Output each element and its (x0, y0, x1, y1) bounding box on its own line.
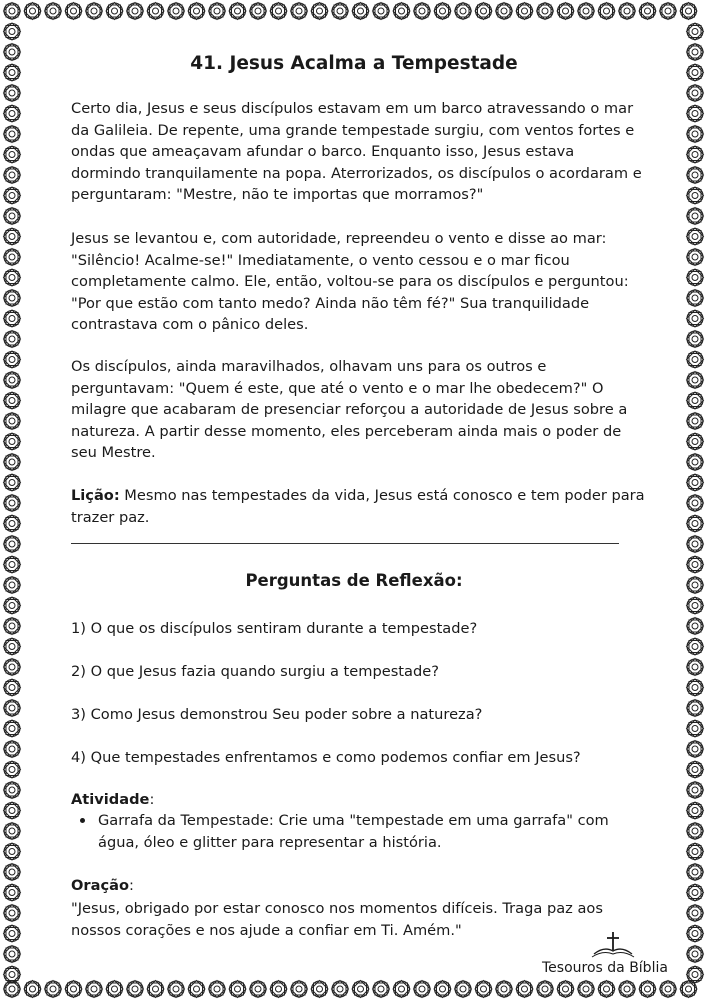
border-ornament (250, 981, 267, 998)
border-ornament (434, 981, 451, 998)
border-ornament (4, 228, 21, 245)
border-ornament (475, 3, 492, 20)
border-ornament (373, 3, 390, 20)
reflection-question-2: 2) O que Jesus fazia quando surgiu a tempestade? (71, 663, 439, 680)
border-ornament (687, 536, 704, 553)
activity-colon: : (149, 791, 155, 808)
border-ornament (65, 3, 82, 20)
border-ornament (687, 741, 704, 758)
bullet-icon (80, 818, 85, 823)
lesson (71, 485, 646, 528)
border-ornament (414, 981, 431, 998)
border-ornament (332, 3, 349, 20)
border-ornament (106, 3, 123, 20)
border-ornament (4, 720, 21, 737)
border-ornament (291, 3, 308, 20)
border-ornament (687, 864, 704, 881)
border-ornament (4, 515, 21, 532)
border-ornament (4, 208, 21, 225)
border-ornament (4, 433, 21, 450)
border-ornament (687, 433, 704, 450)
border-ornament (687, 659, 704, 676)
border-ornament (4, 618, 21, 635)
border-ornament (4, 925, 21, 942)
border-ornament (687, 884, 704, 901)
border-ornament (393, 981, 410, 998)
border-ornament (250, 3, 267, 20)
border-ornament (4, 146, 21, 163)
border-ornament (687, 126, 704, 143)
border-ornament (687, 823, 704, 840)
border-ornament (4, 597, 21, 614)
border-ornament (687, 638, 704, 655)
border-ornament (687, 802, 704, 819)
border-ornament (687, 761, 704, 778)
border-ornament (687, 905, 704, 922)
border-ornament (45, 981, 62, 998)
border-ornament (4, 884, 21, 901)
border-ornament (496, 3, 513, 20)
border-ornament (4, 843, 21, 860)
border-ornament (4, 700, 21, 717)
border-ornament (373, 981, 390, 998)
border-ornament (687, 392, 704, 409)
border-ornament (687, 372, 704, 389)
border-ornament (4, 331, 21, 348)
border-ornament (127, 981, 144, 998)
border-ornament (311, 3, 328, 20)
border-ornament (687, 966, 704, 983)
border-ornament (660, 3, 677, 20)
border-ornament (687, 249, 704, 266)
border-ornament (86, 981, 103, 998)
border-ornament (24, 981, 41, 998)
brand-logo (538, 930, 678, 980)
border-ornament (4, 966, 21, 983)
prayer-colon: : (128, 877, 134, 894)
border-ornament (352, 981, 369, 998)
border-ornament (455, 981, 472, 998)
border-ornament (4, 372, 21, 389)
border-ornament (4, 392, 21, 409)
border-ornament (687, 85, 704, 102)
activity-item (71, 810, 646, 853)
brand-name: Tesouros da Bíblia (542, 960, 668, 976)
border-ornament (188, 981, 205, 998)
border-ornament (4, 761, 21, 778)
border-ornament (414, 3, 431, 20)
border-ornament (4, 679, 21, 696)
border-ornament (86, 3, 103, 20)
border-ornament (687, 310, 704, 327)
border-ornament (332, 981, 349, 998)
border-ornament (4, 823, 21, 840)
border-ornament (687, 474, 704, 491)
border-ornament (147, 981, 164, 998)
border-ornament (4, 85, 21, 102)
border-ornament (4, 44, 21, 61)
border-ornament (687, 167, 704, 184)
page-title: 41. Jesus Acalma a Tempestade (190, 53, 518, 74)
border-ornament (660, 981, 677, 998)
border-ornament (4, 105, 21, 122)
cross-bible-icon (586, 930, 646, 960)
border-ornament (4, 474, 21, 491)
section-divider (71, 543, 619, 544)
border-ornament (4, 864, 21, 881)
border-ornament (687, 495, 704, 512)
border-ornament (639, 981, 656, 998)
border-ornament (4, 905, 21, 922)
border-ornament (687, 556, 704, 573)
border-ornament (168, 981, 185, 998)
border-ornament (4, 454, 21, 471)
border-ornament (4, 269, 21, 286)
border-ornament (687, 64, 704, 81)
border-ornament (4, 3, 21, 20)
border-ornament (687, 577, 704, 594)
border-ornament (4, 495, 21, 512)
border-ornament (687, 105, 704, 122)
border-ornament (4, 659, 21, 676)
border-ornament (687, 618, 704, 635)
border-ornament (127, 3, 144, 20)
border-ornament (311, 981, 328, 998)
border-ornament (687, 290, 704, 307)
border-ornament (4, 577, 21, 594)
border-ornament (4, 351, 21, 368)
border-ornament (4, 413, 21, 430)
border-ornament (4, 23, 21, 40)
story-paragraph-1: Certo dia, Jesus e seus discípulos estavam em um barco atravessando o mar da Galileia. De repente, uma grande tempestade surgiu, com ventos fortes e ondas que ameaçavam afundar o barco. Enquanto isso, Jesus estava dormindo tranquilamente na popa. Aterrorizados, os discípulos o acordaram e perguntaram: "Mestre, não te importas que morramos?" (71, 100, 642, 203)
border-ornament (687, 454, 704, 471)
border-ornament (687, 925, 704, 942)
border-ornament (687, 679, 704, 696)
border-ornament (537, 981, 554, 998)
border-ornament (687, 269, 704, 286)
border-ornament (687, 228, 704, 245)
border-ornament (65, 981, 82, 998)
prayer-heading (71, 875, 134, 897)
border-ornament (639, 3, 656, 20)
border-ornament (687, 331, 704, 348)
border-ornament (4, 536, 21, 553)
border-ornament (188, 3, 205, 20)
border-ornament (4, 290, 21, 307)
border-ornament (687, 843, 704, 860)
activity-label: Atividade (71, 791, 150, 808)
story-paragraph-3: Os discípulos, ainda maravilhados, olhavam uns para os outros e perguntavam: "Quem é este, que até o vento e o mar lhe obedecem?" O milagre que acabaram de presenciar reforçou a autoridade de Jesus sobre a natureza. A partir desse momento, eles perceberam ainda mais o poder de seu Mestre. (71, 358, 628, 461)
border-ornament (598, 3, 615, 20)
border-ornament (598, 981, 615, 998)
border-ornament (4, 782, 21, 799)
border-ornament (687, 782, 704, 799)
border-ornament (209, 981, 226, 998)
prayer-text: "Jesus, obrigado por estar conosco nos momentos difíceis. Traga paz aos nossos corações e nos ajude a confiar em Ti. Amém." (71, 900, 603, 939)
border-ornament (687, 413, 704, 430)
border-ornament (209, 3, 226, 20)
border-ornament (455, 3, 472, 20)
border-ornament (4, 638, 21, 655)
activity-heading (71, 789, 154, 811)
border-ornament (687, 700, 704, 717)
border-ornament (270, 3, 287, 20)
border-ornament (687, 351, 704, 368)
reflection-question-3: 3) Como Jesus demonstrou Seu poder sobre a natureza? (71, 706, 483, 723)
border-ornament (687, 515, 704, 532)
reflection-question-1: 1) O que os discípulos sentiram durante a tempestade? (71, 620, 478, 637)
border-ornament (147, 3, 164, 20)
border-ornament (434, 3, 451, 20)
lesson-label: Lição: (71, 487, 120, 504)
border-ornament (4, 167, 21, 184)
border-ornament (687, 597, 704, 614)
border-ornament (619, 3, 636, 20)
border-ornament (578, 3, 595, 20)
story-paragraph-2: Jesus se levantou e, com autoridade, repreendeu o vento e disse ao mar: "Silêncio! Acalme-se!" Imediatamente, o vento cessou e o mar ficou completamente calmo. Ele, então, voltou-se para os discípulos e perguntou: "Por que estão com tanto medo? Ainda não têm fé?" Sua tranquilidade contrastava com o pânico deles. (71, 230, 629, 333)
border-ornament (24, 3, 41, 20)
border-ornament (687, 208, 704, 225)
border-ornament (45, 3, 62, 20)
border-ornament (229, 981, 246, 998)
border-ornament (270, 981, 287, 998)
border-ornament (4, 741, 21, 758)
border-ornament (352, 3, 369, 20)
border-ornament (687, 146, 704, 163)
border-ornament (4, 249, 21, 266)
border-ornament (557, 981, 574, 998)
lesson-text: Mesmo nas tempestades da vida, Jesus está conosco e tem poder para trazer paz. (71, 487, 645, 526)
border-ornament (537, 3, 554, 20)
border-ornament (516, 981, 533, 998)
reflection-question-4: 4) Que tempestades enfrentamos e como podemos confiar em Jesus? (71, 749, 581, 766)
border-ornament (4, 802, 21, 819)
border-ornament (4, 556, 21, 573)
border-ornament (393, 3, 410, 20)
border-ornament (578, 981, 595, 998)
border-ornament (516, 3, 533, 20)
border-ornament (687, 946, 704, 963)
activity-list (71, 810, 646, 853)
border-ornament (4, 64, 21, 81)
reflection-title: Perguntas de Reflexão: (245, 571, 463, 590)
border-ornament (687, 44, 704, 61)
border-ornament (687, 187, 704, 204)
border-ornament (4, 310, 21, 327)
border-ornament (168, 3, 185, 20)
border-ornament (557, 3, 574, 20)
border-ornament (4, 126, 21, 143)
border-ornament (496, 981, 513, 998)
border-ornament (619, 981, 636, 998)
border-ornament (4, 187, 21, 204)
prayer-label: Oração (71, 877, 129, 894)
border-ornament (687, 23, 704, 40)
border-ornament (4, 946, 21, 963)
border-ornament (106, 981, 123, 998)
border-ornament (475, 981, 492, 998)
border-ornament (680, 3, 697, 20)
border-ornament (687, 720, 704, 737)
activity-item-text: Garrafa da Tempestade: Crie uma "tempestade em uma garrafa" com água, óleo e glitter para representar a história. (98, 812, 609, 851)
border-ornament (229, 3, 246, 20)
border-ornament (291, 981, 308, 998)
